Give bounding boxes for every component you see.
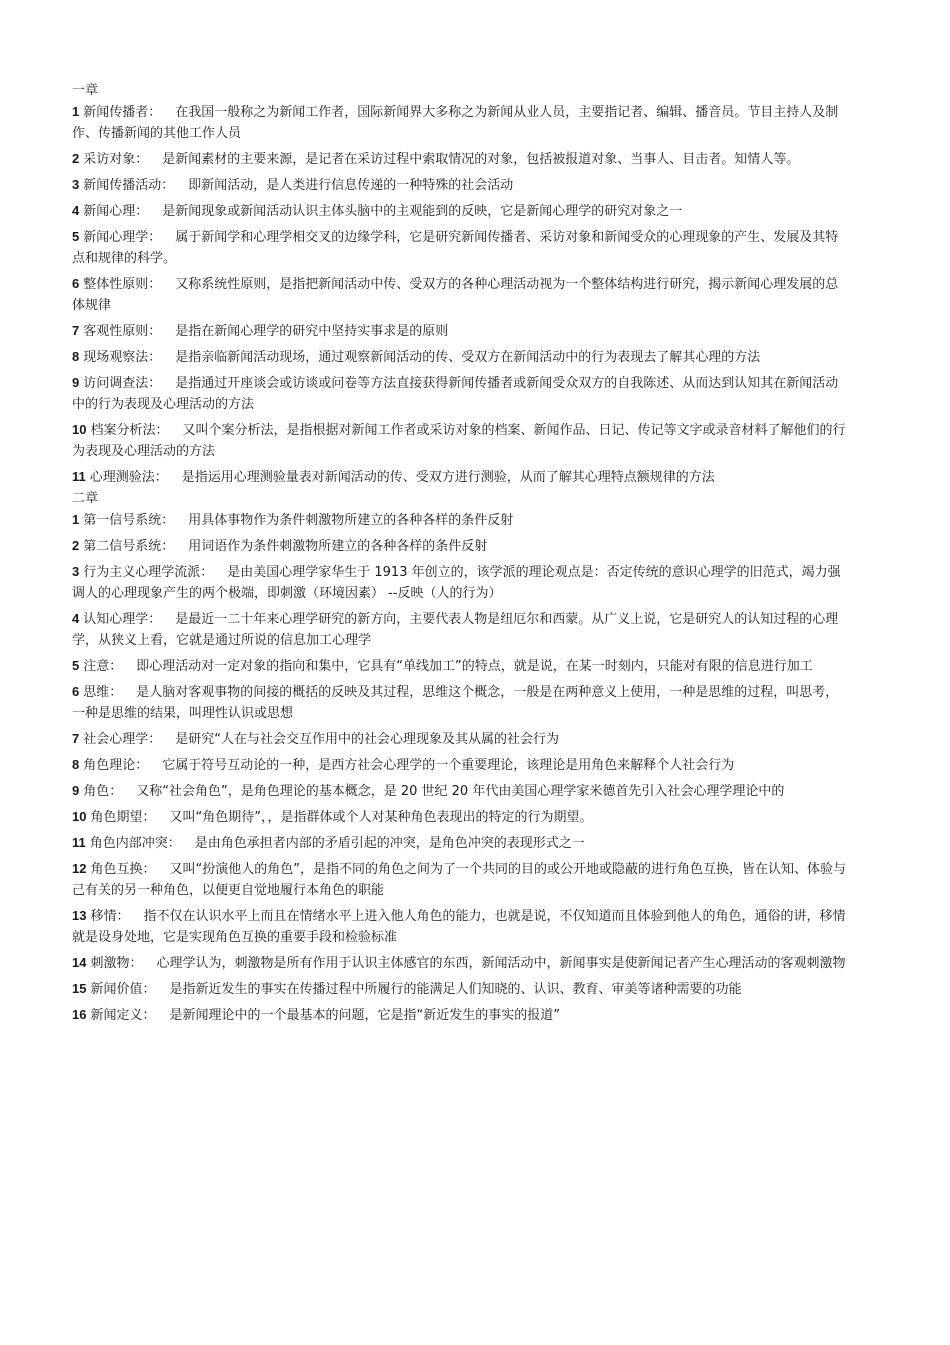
entry-number: 16 — [72, 1007, 87, 1022]
entry-term: 第二信号系统： — [83, 539, 175, 554]
entry-definition: 又称“社会角色”，是角色理论的基本概念，是 20 世纪 20 年代由美国心理学家米德首先引入社会心理学理论中的 — [136, 784, 785, 799]
entry-definition: 是指运用心理测验量表对新闻活动的传、受双方进行测验，从而了解其心理特点额规律的方法 — [181, 470, 715, 485]
entry-definition: 是指亲临新闻活动现场，通过观察新闻活动的传、受双方在新闻活动中的行为表现去了解其心理的方法 — [175, 350, 761, 365]
entry — [72, 905, 850, 948]
entry — [72, 101, 850, 144]
entry-definition: 又称系统性原则，是指把新闻活动中传、受双方的各种心理活动视为一个整体结构进行研究，揭示新闻心理发展的总体规律 — [72, 277, 839, 313]
entry-definition: 指不仅在认识水平上而且在情绪水平上进入他人角色的能力，也就是说，不仅知道而且体验到他人的角色，通俗的讲，移情就是设身处地，它是实现角色互换的重要手段和检验标准 — [72, 909, 846, 945]
entry-term: 新闻心理学： — [83, 230, 162, 245]
entry — [72, 509, 850, 531]
entry-definition: 是新闻现象或新闻活动认识主体头脑中的主观能到的反映，它是新闻心理学的研究对象之一 — [162, 204, 683, 219]
entry-term: 访问调查法： — [83, 376, 162, 391]
entry-number: 3 — [72, 177, 80, 192]
entry-definition: 是研究“人在与社会交互作用中的社会心理现象及其从属的社会行为 — [175, 732, 559, 747]
entry-number: 5 — [72, 229, 80, 244]
entry-definition: 即新闻活动，是人类进行信息传递的一种特殊的社会活动 — [188, 178, 514, 193]
entry-number: 13 — [72, 908, 87, 923]
entry-number: 2 — [72, 151, 80, 166]
entry-term: 新闻传播活动： — [83, 178, 175, 193]
chapter-1 — [72, 80, 850, 488]
entry-term: 采访对象： — [83, 152, 149, 167]
entry-term: 刺激物： — [90, 956, 143, 971]
entry — [72, 535, 850, 557]
chapter-title: 一章 — [72, 83, 99, 98]
entry-number: 15 — [72, 981, 87, 996]
entry-definition: 是指新近发生的事实在传播过程中所履行的能满足人们知晓的、认识、教育、审美等诸种需要的功能 — [169, 982, 742, 997]
entry-definition: 是人脑对客观事物的间接的概括的反映及其过程，思维这个概念，一般是在两种意义上使用，一种是思维的过程，叫思考，一种是思维的结果，叫理性认识或思想 — [72, 685, 839, 721]
entry — [72, 681, 850, 724]
entry-term: 整体性原则： — [83, 277, 162, 292]
entry-number: 9 — [72, 783, 80, 798]
entry — [72, 858, 850, 901]
entry — [72, 226, 850, 269]
entry-number: 4 — [72, 611, 80, 626]
entry-term: 新闻传播者： — [83, 105, 162, 120]
entry-term: 思维： — [83, 685, 123, 700]
entry-number: 3 — [72, 564, 80, 579]
entry-term: 角色： — [83, 784, 123, 799]
entry-term: 角色理论： — [83, 758, 149, 773]
entry — [72, 728, 850, 750]
entry — [72, 952, 850, 974]
entry-term: 注意： — [83, 659, 123, 674]
entry-number: 6 — [72, 276, 80, 291]
entry — [72, 806, 850, 828]
entry-number: 8 — [72, 349, 80, 364]
entry — [72, 561, 850, 604]
entry — [72, 832, 850, 854]
entry-definition: 是由美国心理学家华生于 1913 年创立的，该学派的理论观点是：否定传统的意识心理学的旧范式，竭力强调人的心理现象产生的两个极端，即刺激（环境因素） --反映（人的行为） — [72, 565, 841, 601]
entry-number: 11 — [72, 469, 86, 484]
entry-term: 角色互换： — [90, 862, 156, 877]
entry-definition: 是新闻素材的主要来源，是记者在采访过程中索取情况的对象，包括被报道对象、当事人、目击者。知情人等。 — [162, 152, 800, 167]
entry — [72, 655, 850, 677]
entry-definition: 即心理活动对一定对象的指向和集中，它具有“单线加工”的特点，就是说，在某一时刻内，只能对有限的信息进行加工 — [136, 659, 813, 674]
entry-definition: 用具体事物作为条件刺激物所建立的各种各样的条件反射 — [188, 513, 514, 528]
chapter-1-entries — [72, 101, 850, 488]
entry — [72, 466, 850, 488]
entry-term: 角色期望： — [90, 810, 156, 825]
chapter-title: 二章 — [72, 491, 99, 506]
entry — [72, 346, 850, 368]
chapter-2-entries — [72, 509, 850, 1026]
entry-number: 1 — [72, 512, 80, 527]
entry-definition: 是由角色承担者内部的矛盾引起的冲突，是角色冲突的表现形式之一 — [194, 836, 585, 851]
entry-number: 7 — [72, 323, 80, 338]
entry-term: 移情： — [90, 909, 130, 924]
entry-number: 10 — [72, 809, 87, 824]
entry-term: 认知心理学： — [83, 612, 162, 627]
entry — [72, 372, 850, 415]
entry-definition: 是指在新闻心理学的研究中坚持实事求是的原则 — [175, 324, 449, 339]
entry-number: 8 — [72, 757, 80, 772]
entry-definition: 是最近一二十年来心理学研究的新方向，主要代表人物是纽厄尔和西蒙。从广义上说，它是研究人的认知过程的心理学，从狭义上看，它就是通过所说的信息加工心理学 — [72, 612, 839, 648]
entry-term: 心理测验法： — [89, 470, 168, 485]
entry-number: 4 — [72, 203, 80, 218]
chapter-2 — [72, 488, 850, 1026]
entry-definition: 是新闻理论中的一个最基本的问题，它是指“新近发生的事实的报道” — [169, 1008, 560, 1023]
entry-term: 第一信号系统： — [83, 513, 175, 528]
entry — [72, 174, 850, 196]
entry-number: 12 — [72, 861, 87, 876]
entry-number: 6 — [72, 684, 80, 699]
entry — [72, 754, 850, 776]
entry-definition: 它属于符号互动论的一种，是西方社会心理学的一个重要理论，该理论是用角色来解释个人社会行为 — [162, 758, 735, 773]
entry — [72, 978, 850, 1000]
entry-term: 行为主义心理学流派： — [83, 565, 214, 580]
entry-number: 11 — [72, 835, 86, 850]
entry — [72, 608, 850, 651]
entry-term: 档案分析法： — [90, 423, 169, 438]
entry-number: 5 — [72, 658, 80, 673]
entry-number: 2 — [72, 538, 80, 553]
entry-term: 新闻定义： — [90, 1008, 156, 1023]
entry — [72, 419, 850, 462]
entry-number: 7 — [72, 731, 80, 746]
entry-definition: 属于新闻学和心理学相交叉的边缘学科，它是研究新闻传播者、采访对象和新闻受众的心理现象的产生、发展及其特点和规律的科学。 — [72, 230, 839, 266]
entry-term: 现场观察法： — [83, 350, 162, 365]
entry — [72, 200, 850, 222]
entry-definition: 又叫“扮演他人的角色”，是指不同的角色之间为了一个共同的目的或公开地或隐蔽的进行角色互换，皆在认知、体验与己有关的另一种角色，以便更自觉地履行本角色的职能 — [72, 862, 846, 898]
entry-number: 9 — [72, 375, 80, 390]
entry — [72, 273, 850, 316]
entry-term: 新闻价值： — [90, 982, 156, 997]
entry-definition: 在我国一般称之为新闻工作者，国际新闻界大多称之为新闻从业人员，主要指记者、编辑、播音员。节目主持人及制作、传播新闻的其他工作人员 — [72, 105, 839, 141]
entry-term: 角色内部冲突： — [89, 836, 181, 851]
entry — [72, 1004, 850, 1026]
entry-definition: 又叫“角色期待”，，是指群体或个人对某种角色表现出的特定的行为期望。 — [169, 810, 593, 825]
entry-definition: 用词语作为条件刺激物所建立的各种各样的条件反射 — [188, 539, 488, 554]
entry-term: 客观性原则： — [83, 324, 162, 339]
entry-number: 1 — [72, 104, 80, 119]
entry-term: 新闻心理： — [83, 204, 149, 219]
entry — [72, 320, 850, 342]
entry-definition: 心理学认为，刺激物是所有作用于认识主体感官的东西，新闻活动中，新闻事实是使新闻记者产生心理活动的客观刺激物 — [156, 956, 846, 971]
entry — [72, 148, 850, 170]
entry-number: 14 — [72, 955, 87, 970]
entry-term: 社会心理学： — [83, 732, 162, 747]
entry — [72, 780, 850, 802]
entry-number: 10 — [72, 422, 87, 437]
entry-definition: 是指通过开座谈会或访谈或问卷等方法直接获得新闻传播者或新闻受众双方的自我陈述、从而达到认知其在新闻活动中的行为表现及心理活动的方法 — [72, 376, 839, 412]
entry-definition: 又叫个案分析法，是指根据对新闻工作者或采访对象的档案、新闻作品、日记、传记等文字或录音材料了解他们的行为表现及心理活动的方法 — [72, 423, 846, 459]
